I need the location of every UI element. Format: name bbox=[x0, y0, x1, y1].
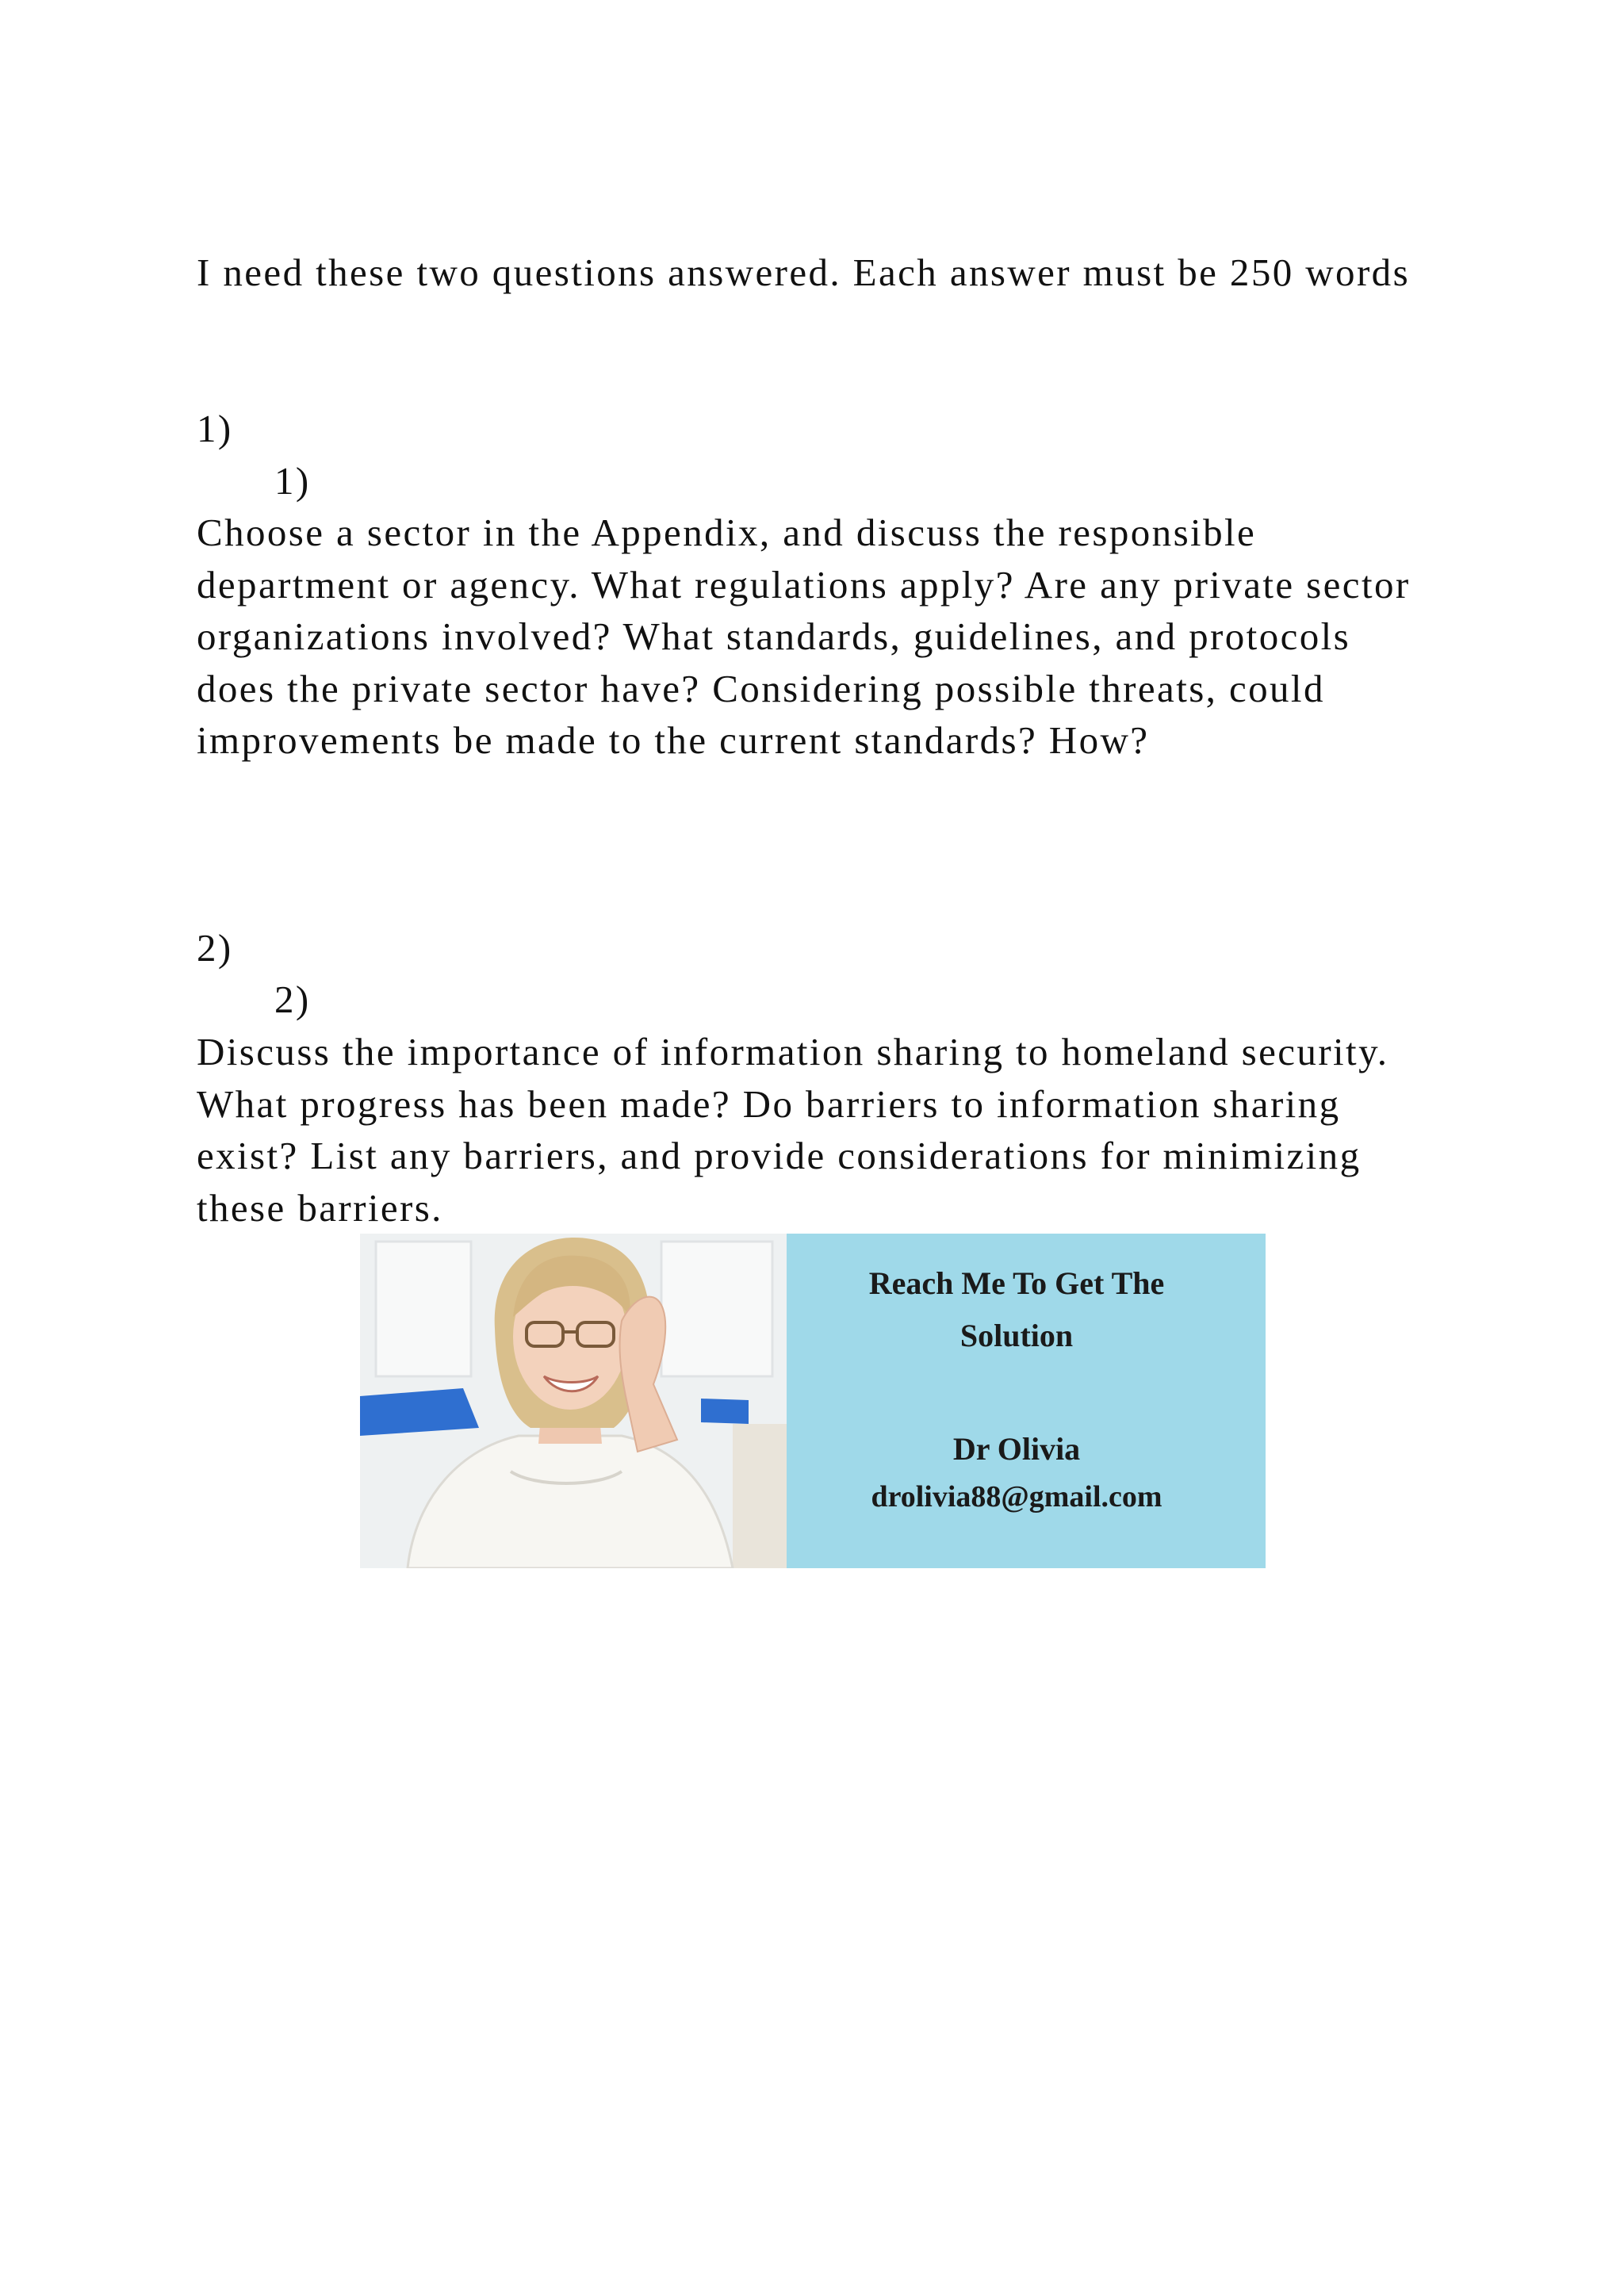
question-2-sub-number: 2) bbox=[274, 978, 311, 1021]
woman-photo-illustration bbox=[360, 1234, 787, 1568]
banner-headline-line-1: Reach Me To Get The bbox=[868, 1265, 1165, 1301]
banner-headline-line-2: Solution bbox=[959, 1318, 1074, 1353]
contact-name: Dr Olivia bbox=[952, 1431, 1081, 1467]
question-2-text: Discuss the importance of information sharing to homeland security. What progress has been made? Do barriers to information sharing exist? List any barriers, and provide considerations for minimizing these barriers. bbox=[197, 1030, 1400, 1230]
question-1-sub-number: 1) bbox=[274, 459, 311, 503]
contact-panel bbox=[787, 1234, 1266, 1568]
question-2-number: 2) bbox=[197, 926, 233, 970]
contact-email: drolivia88@gmail.com bbox=[871, 1480, 1162, 1513]
question-1-text: Choose a sector in the Appendix, and discuss the responsible department or agency. What regulations apply? Are any private sector organizations involved? What standards, guidelines, and protocols does the private sector have? Considering possible threats, could improvements be made to the current standards? How? bbox=[197, 511, 1423, 762]
banner-headline bbox=[787, 1257, 1247, 1362]
promo-banner bbox=[360, 1234, 1266, 1568]
intro-paragraph: I need these two questions answered. Each answer must be 250 words bbox=[197, 251, 1411, 294]
woman-photo bbox=[360, 1234, 787, 1568]
question-1-number: 1) bbox=[197, 407, 233, 450]
